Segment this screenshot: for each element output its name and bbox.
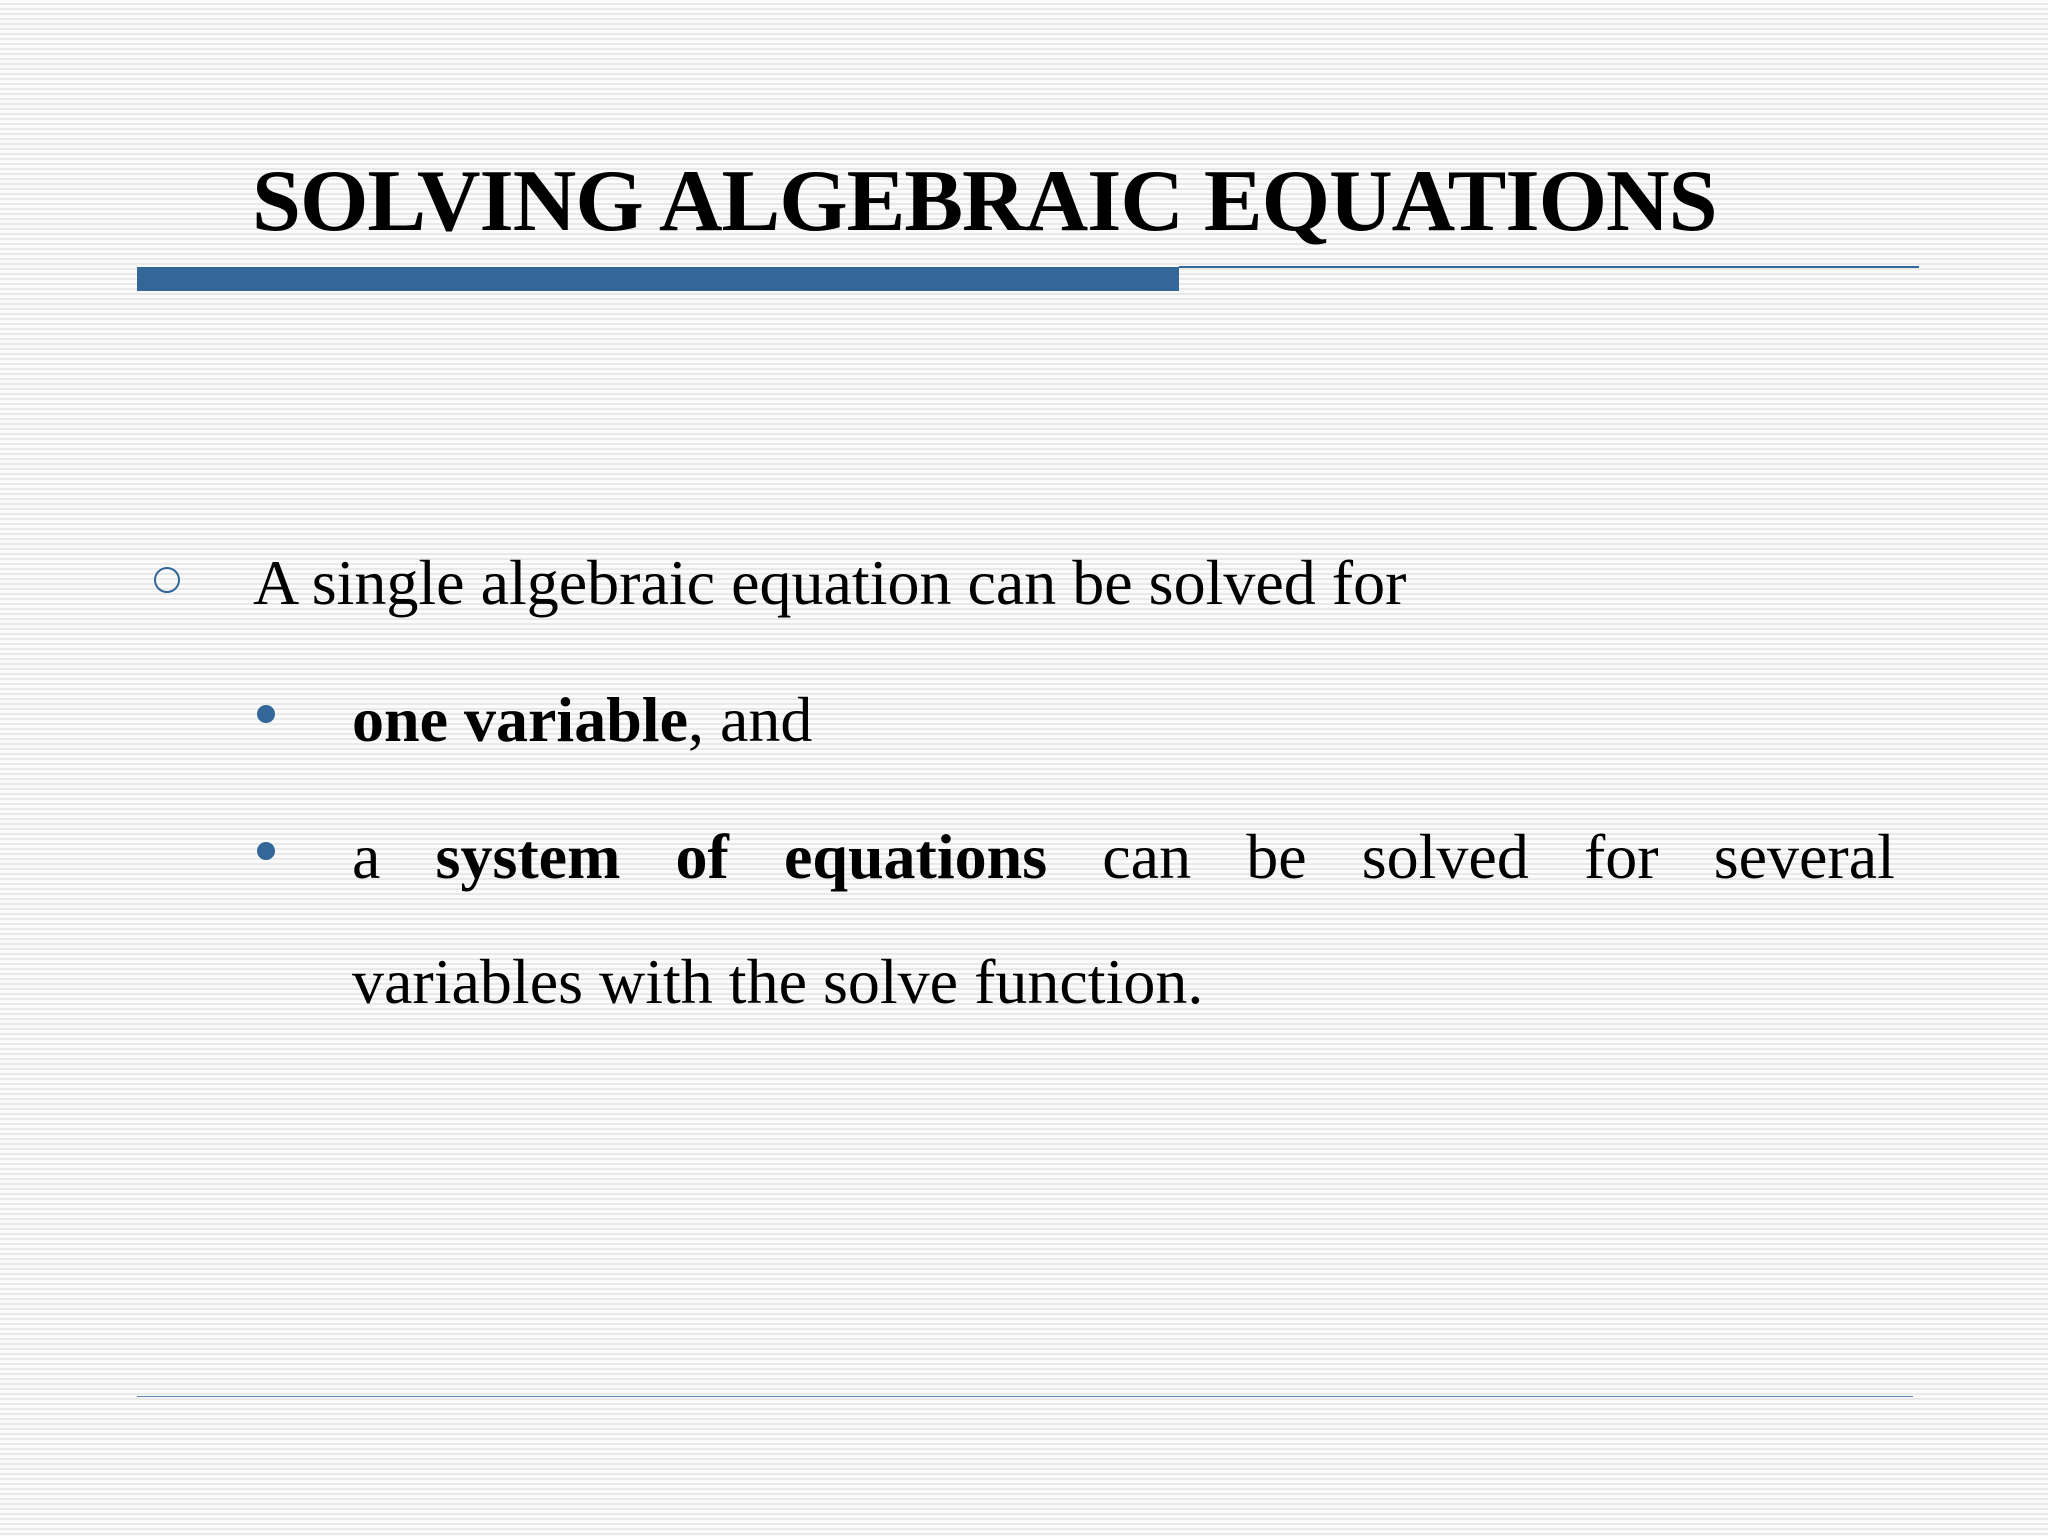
sub-bullet-1-rest: , and [687,684,813,755]
sub-bullet-2-line-1 [352,817,1895,897]
main-bullet-text: A single algebraic equation can be solved for [253,547,1407,618]
sub-bullet-1-bold: one variable [352,684,688,755]
sub-bullet-2-word: for [1583,821,1659,892]
sub-bullet-2-word-bold: equations [783,821,1048,892]
sub-bullet-1 [352,680,812,760]
sub-bullet-2-word: can [1102,821,1192,892]
sub-bullet-2-word: a [352,821,381,892]
round-dot-bullet-icon [257,842,275,860]
sub-bullet-2-line-2: variables with the solve function. [352,946,1204,1017]
sub-bullet-2-word-bold: system [435,821,621,892]
sub-bullet-2 [352,817,1895,1022]
title-underline-accent [137,267,1179,291]
footer-rule [137,1396,1913,1397]
sub-bullet-2-word-bold: of [675,821,729,892]
sub-bullet-2-word: solved [1361,821,1529,892]
round-dot-bullet-icon [257,705,275,723]
title-underline-rule [1179,266,1919,268]
sub-bullet-2-word: several [1713,821,1895,892]
slide-title: SOLVING ALGEBRAIC EQUATIONS [252,153,1717,250]
hollow-circle-bullet-icon [154,567,180,593]
sub-bullet-2-word: be [1246,821,1307,892]
